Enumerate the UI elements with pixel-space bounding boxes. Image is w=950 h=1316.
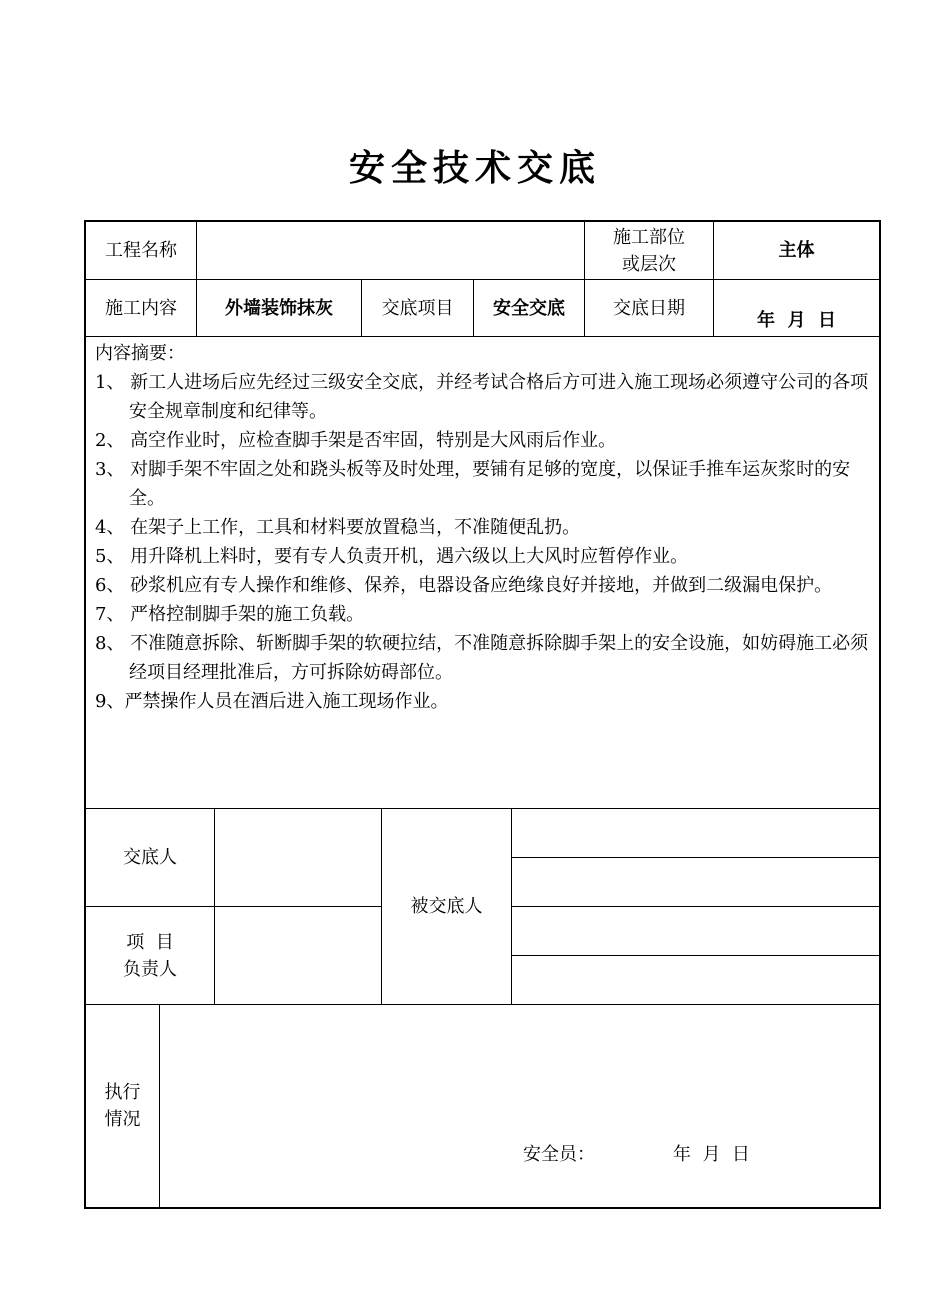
list-item: 6、 砂浆机应有专人操作和维修、保养，电器设备应绝缘良好并接地，并做到二级漏电保护。 (95, 575, 833, 596)
receiver-label: 被交底人 (410, 896, 483, 917)
project-name-label: 工程名称 (105, 240, 177, 261)
content-summary (95, 339, 875, 716)
page-title: 安全技术交底 (348, 148, 601, 189)
list-item: 2、 高空作业时，应检查脚手架是否牢固，特别是大风雨后作业。 (95, 430, 617, 451)
discloser-signature (215, 809, 381, 906)
location-label-line1: 施工部位 (613, 226, 685, 248)
row-divider (511, 906, 881, 907)
col-divider (511, 808, 512, 1004)
execution-label (86, 1005, 159, 1206)
project-name-value (197, 222, 584, 279)
work-content-value: 外墙装饰抹灰 (225, 297, 333, 319)
safety-officer-label: 安全员： (523, 1144, 595, 1165)
discloser-label: 交底人 (123, 847, 177, 868)
manager-label (86, 907, 214, 1004)
location-label-line2: 或层次 (622, 253, 676, 275)
list-item: 1、 新工人进场后应先经过三级安全交底，并经考试合格后方可进入施工现场必须遵守公司的各项安全规章制度和纪律等。 (95, 372, 869, 422)
execution-label-line2: 情况 (104, 1108, 141, 1130)
col-divider (159, 1004, 160, 1208)
row-divider (511, 955, 881, 956)
manager-label-line2: 负责人 (123, 958, 177, 980)
manager-signature (215, 907, 381, 1004)
item-value: 安全交底 (493, 297, 565, 319)
location-value: 主体 (778, 240, 815, 261)
row-divider (511, 857, 881, 858)
list-item: 8、 不准随意拆除、斩断脚手架的软硬拉结，不准随意拆除脚手架上的安全设施，如妨碍施工必须经项目经理批准后，方可拆除妨碍部位。 (95, 633, 869, 683)
date-label: 交底日期 (613, 297, 685, 319)
location-label (585, 222, 713, 279)
execution-label-line1: 执行 (104, 1081, 141, 1103)
execution-date: 年 月 日 (673, 1144, 750, 1165)
item-label: 交底项目 (381, 297, 454, 319)
list-item: 3、 对脚手架不牢固之处和跷头板等及时处理，要铺有足够的宽度，以保证手推车运灰浆时的安全。 (95, 459, 851, 509)
list-item: 4、 在架子上工作，工具和材料要放置稳当，不准随便乱扔。 (95, 517, 581, 538)
content-heading: 内容摘要： (95, 343, 185, 364)
date-value: 年 月 日 (756, 310, 837, 331)
row-divider (84, 1004, 881, 1005)
list-item: 5、 用升降机上料时，要有专人负责开机，遇六级以上大风时应暂停作业。 (95, 546, 689, 567)
list-item: 9、严禁操作人员在酒后进入施工现场作业。 (95, 691, 449, 712)
list-item: 7、 严格控制脚手架的施工负载。 (95, 604, 365, 625)
row-divider (84, 336, 881, 337)
manager-label-line1: 项 目 (126, 931, 174, 953)
work-content-label: 施工内容 (105, 297, 177, 319)
